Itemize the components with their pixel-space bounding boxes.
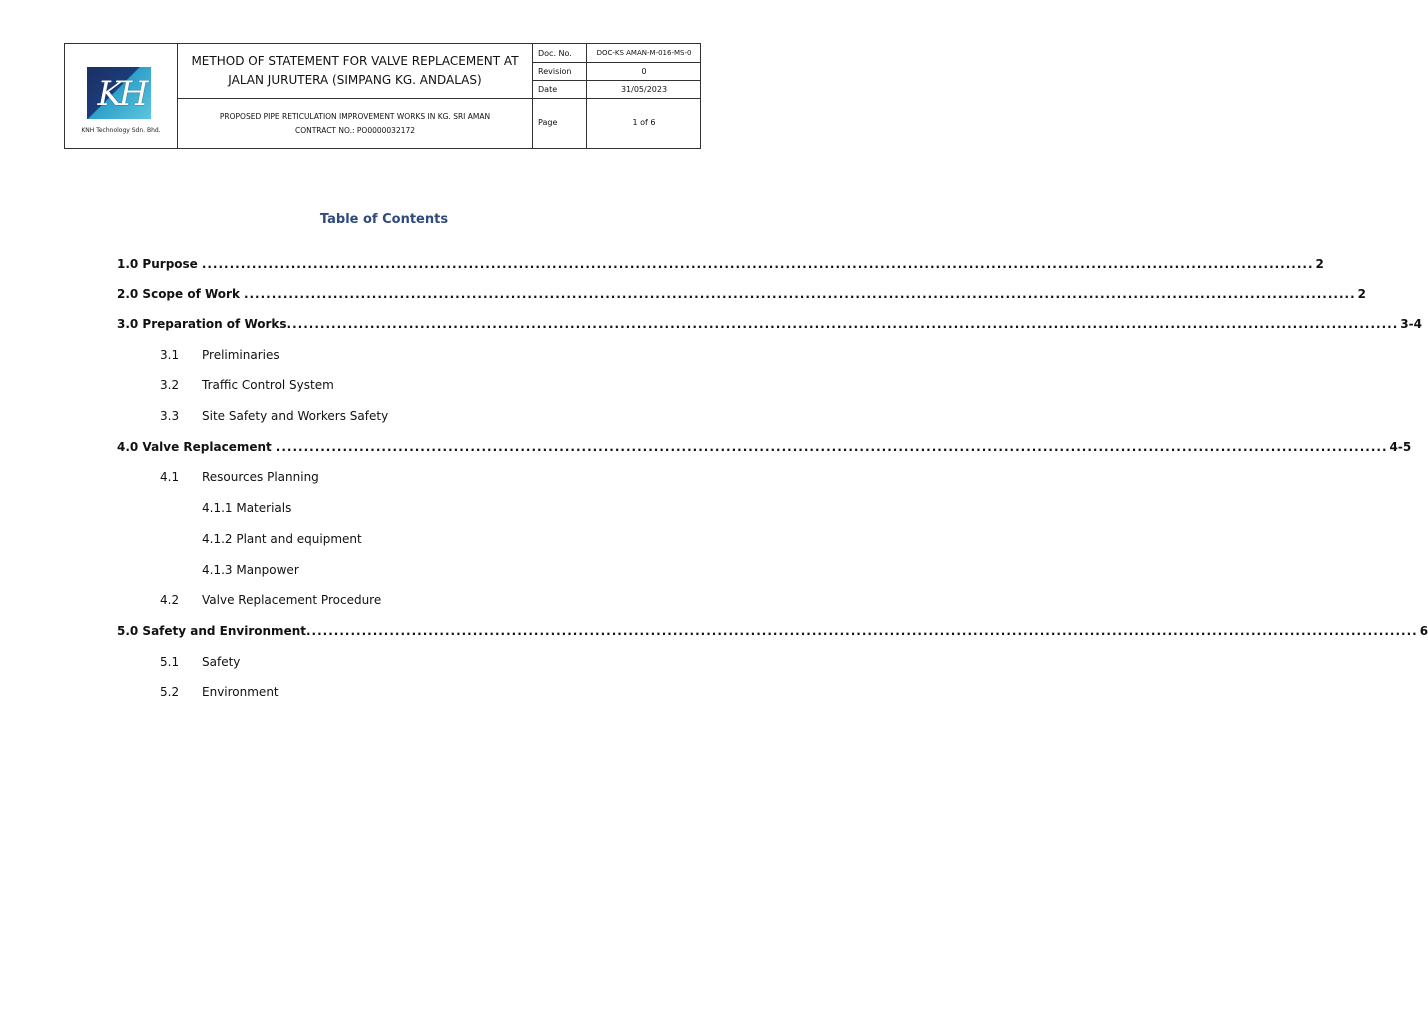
toc-section (117, 317, 1422, 331)
toc-section-label: 1.0 Purpose (117, 257, 198, 271)
meta-value: DOC-KS AMAN-M-016-MS-0 (596, 49, 692, 57)
document-header (64, 43, 701, 149)
toc-page-number: 6 (1419, 624, 1428, 638)
toc-subsub-label: 4.1.2 Plant and equipment (202, 532, 362, 546)
meta-row-date (533, 81, 700, 99)
toc-leader: ........................................................................................................................................................................................................ (305, 624, 1418, 638)
logo-cell (65, 44, 178, 148)
meta-value: 0 (641, 67, 647, 76)
toc-sub-label: Site Safety and Workers Safety (202, 409, 389, 423)
meta-key: Revision (538, 67, 572, 76)
toc-page-number: 4-5 (1389, 440, 1412, 454)
meta-value: 1 of 6 (632, 118, 656, 127)
toc-page-number: 2 (1357, 287, 1367, 301)
toc-subsub-label: 4.1.3 Manpower (202, 563, 299, 577)
toc-section (117, 257, 1324, 271)
meta-row-revision (533, 63, 700, 81)
toc-sub-label: Preliminaries (202, 348, 280, 362)
toc-section (117, 624, 1428, 638)
logo-monogram: KH (97, 74, 145, 114)
toc-sub-number: 5.2 (160, 685, 180, 699)
toc-sub-label: Valve Replacement Procedure (202, 593, 382, 607)
toc-sub-label: Traffic Control System (202, 378, 334, 392)
toc-section-label: 4.0 Valve Replacement (117, 440, 272, 454)
toc-section-label: 5.0 Safety and Environment (117, 624, 306, 638)
toc-leader: ........................................................................................................................................................................................................ (201, 257, 1314, 271)
toc-sub-number: 4.2 (160, 593, 180, 607)
toc-sub-number: 4.1 (160, 470, 180, 484)
meta-key: Date (538, 85, 558, 94)
toc-page-number: 3-4 (1400, 317, 1422, 331)
contract-number: CONTRACT NO.: PO0000032172 (294, 125, 416, 135)
company-name: KNH Technology Sdn. Bhd. (81, 127, 161, 134)
toc-sub-number: 3.3 (160, 409, 180, 423)
toc-sub-label: Environment (202, 685, 279, 699)
toc-sub-number: 3.2 (160, 378, 180, 392)
meta-divider (586, 44, 587, 148)
toc-sub-number: 3.1 (160, 348, 180, 362)
toc-section-label: 2.0 Scope of Work (117, 287, 240, 301)
toc-leader: ........................................................................................................................................................................................................ (286, 317, 1399, 331)
project-text (220, 110, 490, 138)
toc-page-number: 2 (1315, 257, 1324, 271)
toc-section-label: 3.0 Preparation of Works (117, 317, 287, 331)
toc-leader: ........................................................................................................................................................................................................ (243, 287, 1356, 301)
meta-value: 31/05/2023 (620, 85, 668, 94)
meta-key: Doc. No. (538, 49, 572, 58)
meta-row-page (533, 99, 700, 148)
toc-section (117, 287, 1367, 301)
toc-sub-label: Safety (202, 655, 241, 669)
toc-sub-number: 5.1 (160, 655, 180, 669)
toc-section (117, 440, 1412, 454)
toc-leader: ........................................................................................................................................................................................................ (275, 440, 1388, 454)
meta-row-doc-no (533, 44, 700, 63)
toc-title: Table of Contents (319, 212, 449, 227)
toc-sub-label: Resources Planning (202, 470, 319, 484)
project-name: PROPOSED PIPE RETICULATION IMPROVEMENT WORKS IN KG. SRI AMAN (219, 111, 491, 121)
document-title-cell (178, 44, 533, 99)
meta-key: Page (538, 118, 558, 127)
document-title: METHOD OF STATEMENT FOR VALVE REPLACEMENT AT JALAN JURUTERA (SIMPANG KG. ANDALAS) (191, 54, 519, 87)
toc-subsub-label: 4.1.1 Materials (202, 501, 292, 515)
project-cell (178, 99, 533, 148)
